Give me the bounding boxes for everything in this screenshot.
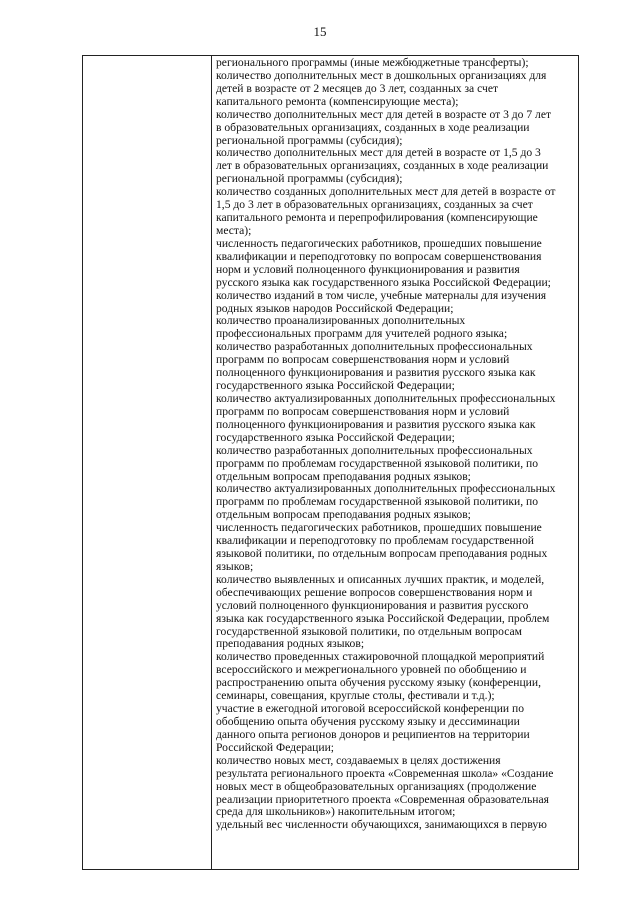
text-line: численность педагогических работников, прошедших повышение (216, 521, 542, 535)
text-line: профессиональных программ для учителей родного языка; (216, 327, 508, 341)
text-line: языков; (216, 559, 254, 573)
text-line: региональной программы (субсидия); (216, 172, 403, 186)
text-line: данного опыта регионов доноров и реципиентов на территории (216, 727, 530, 741)
text-line: государственного языка Российской Федерации; (216, 430, 455, 444)
text-line: количество проведенных стажировочной площадкой мероприятий (216, 650, 545, 664)
text-line: участие в ежегодной итоговой всероссийской конференции по (216, 702, 525, 716)
text-line: квалификации и переподготовку по вопросам совершенствования (216, 249, 542, 263)
text-line: новых мест в общеобразовательных организациях (продолжение (216, 779, 537, 793)
text-line: программ по вопросам совершенствования норм и условий (216, 404, 510, 418)
text-line: отдельным вопросам преподавания родных языков; (216, 469, 471, 483)
text-line: реализации приоритетного проекта «Современная образовательная (216, 792, 549, 806)
text-line: программ по проблемам государственной языковой политики, по (216, 456, 539, 470)
text-line: полноценного функционирования и развития русского языка как (216, 366, 536, 380)
text-line: программ по вопросам совершенствования норм и условий (216, 353, 510, 367)
text-line: количество актуализированных дополнительных профессиональных (216, 391, 556, 405)
text-line: капитального ремонта (компенсирующие места); (216, 94, 459, 108)
text-line: норм и условий полноценного функционирования и развития (216, 262, 520, 276)
text-line: количество проанализированных дополнительных (216, 314, 466, 328)
text-line: лет в образовательных организациях, созданных в ходе реализации (216, 159, 549, 173)
text-line: количество актуализированных дополнительных профессиональных (216, 482, 556, 496)
text-line: распространению опыта обучения русскому языку (конференции, (216, 676, 541, 690)
text-line: русского языка как государственного языка Российской Федерации; (216, 275, 551, 289)
text-line: родных языков народов Российской Федерации; (216, 301, 454, 315)
text-line: детей в возрасте от 2 месяцев до 3 лет, созданных за счет (216, 81, 499, 95)
text-line: количество изданий в том числе, учебные матерналы для изучения (216, 288, 547, 302)
text-line: государственной языковой политики, по отдельным вопросам (216, 624, 522, 638)
text-line: отдельным вопросам преподавания родных языков; (216, 508, 471, 522)
text-line: места); (216, 223, 252, 237)
text-line: регионального программы (иные межбюджетные трансферты); (216, 56, 529, 69)
text-line: количество новых мест, создаваемых в целях достижения (216, 753, 501, 767)
page-number: 15 (313, 24, 327, 39)
text-line: языковой политики, по отдельным вопросам преподавания родных (216, 547, 548, 561)
text-line: Российской Федерации; (216, 740, 335, 754)
table-cell-left-empty (83, 56, 211, 869)
text-line: обеспечивающих решение вопросов совершенствования норм и (216, 585, 533, 599)
text-line: условий полноценного функционирования и развития русского (216, 598, 529, 612)
text-line: квалификации и переподготовку по проблемам государственной (216, 534, 534, 548)
table-cell-indicators (212, 56, 578, 869)
text-line: языка как государственного языка Российской Федерации, проблем (216, 611, 550, 625)
text-line: семинары, совещания, круглые столы, фестивали и т.д.); (216, 689, 495, 703)
text-line: количество дополнительных мест для детей в возрасте от 3 до 7 лет (216, 107, 552, 121)
text-line: удельный вес численности обучающихся, занимающихся в первую (216, 818, 547, 832)
text-line: в образовательных организациях, созданных в ходе реализации (216, 120, 530, 134)
text-line: количество созданных дополнительных мест для детей в возрасте от (216, 185, 556, 199)
text-line: полноценного функционирования и развития русского языка как (216, 417, 536, 431)
text-line: результата регионального проекта «Современная школа» «Создание (216, 766, 554, 780)
text-line: количество дополнительных мест в дошкольных организациях для (216, 68, 547, 82)
text-line: 1,5 до 3 лет в образовательных организациях, созданных за счет (216, 198, 533, 212)
text-line: капитального ремонта и перепрофилирования (компенсирующие (216, 211, 538, 225)
text-line: количество разработанных дополнительных профессиональных (216, 340, 533, 354)
text-line: программ по проблемам государственной языковой политики, по (216, 495, 539, 509)
text-line: региональной программы (субсидия); (216, 133, 403, 147)
text-line: обобщению опыта обучения русскому языку и дессиминации (216, 715, 520, 729)
document-table (82, 55, 579, 870)
text-line: количество разработанных дополнительных профессиональных (216, 443, 533, 457)
text-line: всероссийского и межрегионального уровней по обобщению и (216, 663, 527, 677)
text-line: количество выявленных и описанных лучших практик, и моделей, (216, 572, 545, 586)
text-line: количество дополнительных мест для детей в возрасте от 1,5 до 3 (216, 146, 541, 160)
text-line: государственного языка Российской Федерации; (216, 379, 455, 393)
text-line: среда для школьников») накопительным итогом; (216, 805, 456, 819)
text-line: преподавания родных языков; (216, 637, 365, 651)
text-line: численность педагогических работников, прошедших повышение (216, 236, 542, 250)
